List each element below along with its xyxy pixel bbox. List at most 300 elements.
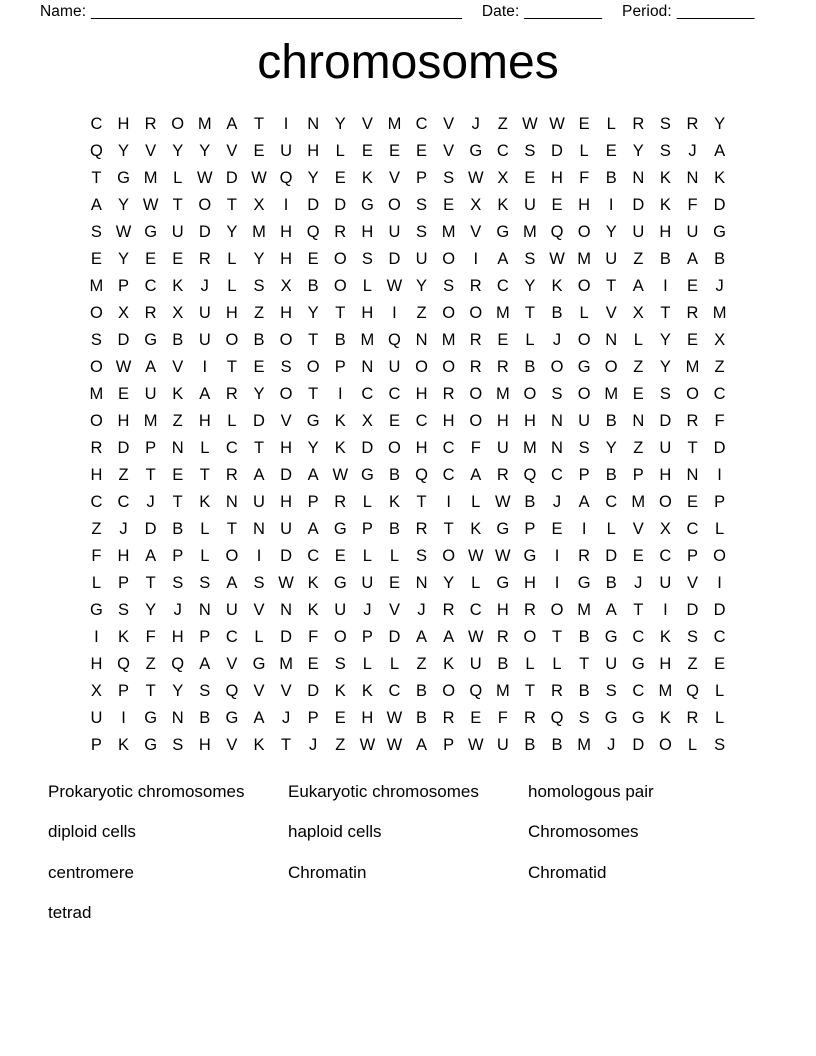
grid-cell: Y bbox=[632, 142, 644, 160]
grid-cell: A bbox=[443, 628, 455, 646]
grid-cell: C bbox=[307, 547, 320, 565]
grid-cell: O bbox=[90, 304, 103, 322]
grid-cell: Q bbox=[90, 142, 103, 160]
grid-cell: Z bbox=[687, 655, 698, 673]
grid-cell: B bbox=[172, 520, 184, 538]
grid-cell: T bbox=[524, 304, 535, 322]
grid-cell: L bbox=[389, 655, 400, 673]
grid-cell: L bbox=[552, 655, 562, 673]
grid-cell: H bbox=[198, 736, 211, 754]
word-list-item: centromere bbox=[48, 862, 134, 882]
grid-cell: N bbox=[198, 601, 211, 619]
grid-cell: K bbox=[118, 736, 130, 754]
grid-cell: H bbox=[659, 223, 672, 241]
grid-cell: G bbox=[144, 331, 158, 349]
grid-cell: B bbox=[524, 358, 536, 376]
grid-cell: D bbox=[280, 628, 293, 646]
grid-cell: B bbox=[524, 493, 536, 511]
grid-cell: I bbox=[554, 547, 560, 565]
grid-cell: Z bbox=[633, 439, 644, 457]
grid-cell: U bbox=[659, 574, 672, 592]
grid-cell: N bbox=[415, 331, 428, 349]
grid-cell: I bbox=[202, 358, 208, 376]
grid-cell: R bbox=[334, 223, 347, 241]
grid-cell: O bbox=[469, 304, 483, 322]
grid-cell: Y bbox=[172, 682, 184, 700]
grid-cell: T bbox=[226, 196, 237, 214]
grid-cell: C bbox=[144, 277, 157, 295]
grid-cell: T bbox=[551, 628, 563, 646]
grid-cell: H bbox=[280, 250, 293, 268]
grid-cell: N bbox=[307, 115, 320, 133]
grid-cell: G bbox=[604, 628, 618, 646]
grid-cell: T bbox=[633, 601, 644, 619]
grid-cell: C bbox=[496, 277, 509, 295]
grid-cell: L bbox=[714, 520, 725, 538]
grid-cell: R bbox=[225, 466, 238, 484]
grid-cell: H bbox=[90, 655, 103, 673]
grid-cell: F bbox=[687, 196, 698, 214]
date-blank-line: _________ bbox=[524, 3, 602, 20]
grid-cell: F bbox=[579, 169, 590, 187]
grid-cell: H bbox=[171, 628, 184, 646]
grid-cell: V bbox=[388, 601, 400, 619]
grid-cell: Z bbox=[91, 520, 102, 538]
grid-cell: R bbox=[496, 358, 509, 376]
grid-cell: P bbox=[307, 493, 319, 511]
grid-cell: G bbox=[631, 655, 645, 673]
grid-cell: R bbox=[442, 601, 455, 619]
grid-cell: A bbox=[686, 250, 698, 268]
grid-cell: H bbox=[198, 412, 211, 430]
grid-cell: U bbox=[90, 709, 103, 727]
grid-cell: Z bbox=[118, 466, 129, 484]
grid-cell: N bbox=[686, 466, 699, 484]
grid-cell: W bbox=[142, 196, 159, 214]
grid-cell: O bbox=[225, 547, 239, 565]
grid-cell: V bbox=[443, 115, 455, 133]
grid-cell: A bbox=[145, 358, 157, 376]
grid-cell: U bbox=[334, 601, 347, 619]
grid-cell: O bbox=[442, 250, 456, 268]
grid-cell: D bbox=[632, 196, 645, 214]
grid-cell: Z bbox=[253, 304, 265, 322]
grid-cell: B bbox=[714, 250, 726, 268]
grid-cell: Z bbox=[497, 115, 508, 133]
grid-cell: S bbox=[90, 331, 102, 349]
grid-row bbox=[83, 381, 733, 408]
grid-cell: W bbox=[386, 709, 403, 727]
grid-cell: B bbox=[524, 736, 536, 754]
grid-cell: C bbox=[415, 412, 428, 430]
grid-cell: Y bbox=[253, 250, 265, 268]
grid-cell: X bbox=[172, 304, 184, 322]
grid-cell: S bbox=[416, 223, 428, 241]
grid-cell: E bbox=[118, 385, 130, 403]
grid-cell: W bbox=[386, 277, 403, 295]
word-list-item: homologous pair bbox=[528, 782, 654, 801]
grid-cell: K bbox=[714, 169, 726, 187]
grid-cell: M bbox=[577, 736, 591, 754]
grid-cell: B bbox=[199, 709, 211, 727]
grid-cell: O bbox=[658, 493, 672, 511]
grid-cell: N bbox=[171, 439, 184, 457]
grid-row bbox=[83, 597, 733, 624]
grid-cell: S bbox=[443, 277, 455, 295]
grid-cell: Y bbox=[145, 601, 157, 619]
grid-cell: C bbox=[713, 385, 726, 403]
grid-cell: D bbox=[361, 439, 374, 457]
grid-cell: T bbox=[145, 466, 156, 484]
grid-cell: K bbox=[388, 493, 400, 511]
grid-cell: T bbox=[172, 196, 183, 214]
grid-cell: S bbox=[714, 736, 726, 754]
grid-cell: H bbox=[280, 493, 293, 511]
grid-cell: T bbox=[308, 331, 319, 349]
grid-cell: O bbox=[388, 439, 401, 457]
grid-cell: L bbox=[227, 412, 237, 430]
grid-cell: P bbox=[361, 520, 373, 538]
grid-cell: T bbox=[145, 682, 156, 700]
grid-cell: S bbox=[686, 628, 698, 646]
grid-cell: O bbox=[279, 331, 293, 349]
grid-cell: T bbox=[524, 682, 535, 700]
grid-cell: H bbox=[659, 466, 672, 484]
grid-cell: P bbox=[524, 520, 536, 538]
grid-cell: E bbox=[632, 385, 644, 403]
grid-cell: U bbox=[605, 655, 618, 673]
grid-cell: G bbox=[144, 736, 158, 754]
grid-cell: V bbox=[253, 601, 265, 619]
grid-cell: D bbox=[713, 601, 726, 619]
grid-cell: D bbox=[334, 196, 347, 214]
grid-cell: L bbox=[227, 277, 237, 295]
grid-cell: I bbox=[717, 574, 722, 592]
grid-cell: H bbox=[225, 304, 238, 322]
grid-cell: H bbox=[361, 709, 374, 727]
grid-cell: C bbox=[225, 439, 238, 457]
period-label: Period: bbox=[622, 3, 672, 20]
grid-cell: B bbox=[253, 331, 265, 349]
grid-cell: B bbox=[307, 277, 319, 295]
grid-cell: O bbox=[442, 304, 456, 322]
grid-cell: B bbox=[334, 331, 346, 349]
grid-cell: C bbox=[496, 142, 509, 160]
grid-cell: E bbox=[307, 250, 319, 268]
grid-cell: N bbox=[605, 331, 618, 349]
grid-cell: T bbox=[308, 385, 319, 403]
grid-row bbox=[83, 651, 733, 678]
grid-cell: U bbox=[523, 196, 536, 214]
grid-cell: R bbox=[686, 709, 699, 727]
grid-cell: X bbox=[361, 412, 373, 430]
grid-cell: E bbox=[443, 196, 455, 214]
period-blank-line: _________ bbox=[676, 3, 755, 20]
grid-cell: T bbox=[281, 736, 292, 754]
grid-cell: L bbox=[606, 115, 616, 133]
grid-cell: H bbox=[496, 601, 509, 619]
grid-cell: G bbox=[713, 223, 726, 241]
grid-cell: K bbox=[307, 574, 319, 592]
grid-cell: G bbox=[577, 574, 591, 592]
word-search-grid bbox=[83, 111, 733, 759]
grid-cell: P bbox=[632, 466, 644, 484]
grid-cell: A bbox=[470, 466, 482, 484]
grid-row bbox=[83, 489, 733, 516]
grid-cell: N bbox=[171, 709, 184, 727]
grid-row bbox=[83, 435, 733, 462]
grid-cell: M bbox=[577, 250, 591, 268]
grid-cell: S bbox=[172, 574, 184, 592]
grid-cell: L bbox=[173, 169, 183, 187]
grid-cell: D bbox=[117, 439, 130, 457]
grid-cell: O bbox=[577, 277, 591, 295]
grid-cell: T bbox=[91, 169, 102, 187]
grid-cell: Q bbox=[550, 709, 564, 727]
grid-cell: B bbox=[605, 574, 617, 592]
grid-cell: O bbox=[469, 412, 483, 430]
grid-cell: R bbox=[496, 466, 509, 484]
grid-cell: D bbox=[388, 250, 401, 268]
grid-cell: L bbox=[471, 574, 481, 592]
grid-cell: A bbox=[632, 277, 644, 295]
grid-cell: C bbox=[90, 493, 103, 511]
grid-cell: K bbox=[172, 277, 184, 295]
grid-cell: G bbox=[577, 358, 591, 376]
grid-cell: B bbox=[416, 709, 428, 727]
grid-cell: R bbox=[523, 601, 536, 619]
grid-cell: K bbox=[334, 682, 346, 700]
grid-cell: U bbox=[496, 736, 509, 754]
grid-cell: E bbox=[334, 169, 346, 187]
grid-cell: L bbox=[200, 547, 210, 565]
grid-cell: C bbox=[632, 682, 645, 700]
grid-cell: N bbox=[632, 169, 645, 187]
grid-row bbox=[83, 732, 733, 759]
word-list-item: diploid cells bbox=[48, 822, 136, 842]
grid-cell: R bbox=[551, 682, 563, 700]
grid-cell: O bbox=[306, 358, 320, 376]
grid-cell: R bbox=[334, 493, 347, 511]
grid-cell: C bbox=[551, 466, 563, 484]
grid-cell: R bbox=[469, 331, 482, 349]
grid-cell: L bbox=[606, 520, 616, 538]
grid-cell: S bbox=[659, 142, 671, 160]
date-field bbox=[482, 2, 602, 22]
grid-row bbox=[83, 516, 733, 543]
grid-cell: W bbox=[115, 358, 132, 376]
grid-cell: I bbox=[337, 385, 343, 403]
grid-cell: L bbox=[200, 439, 210, 457]
grid-cell: W bbox=[522, 115, 538, 133]
grid-cell: I bbox=[283, 196, 289, 214]
grid-cell: W bbox=[115, 223, 132, 241]
grid-cell: B bbox=[497, 655, 509, 673]
grid-cell: O bbox=[550, 358, 564, 376]
grid-cell: C bbox=[225, 628, 238, 646]
grid-cell: S bbox=[416, 547, 428, 565]
grid-cell: K bbox=[470, 520, 482, 538]
grid-cell: U bbox=[225, 601, 238, 619]
grid-cell: D bbox=[686, 601, 699, 619]
grid-cell: B bbox=[605, 169, 617, 187]
grid-cell: U bbox=[415, 250, 428, 268]
grid-cell: B bbox=[551, 304, 563, 322]
grid-cell: E bbox=[334, 709, 346, 727]
grid-cell: O bbox=[686, 385, 699, 403]
grid-cell: T bbox=[335, 304, 346, 322]
grid-cell: C bbox=[442, 439, 455, 457]
grid-cell: M bbox=[279, 655, 293, 673]
grid-cell: V bbox=[226, 736, 238, 754]
grid-cell: O bbox=[415, 358, 428, 376]
grid-cell: D bbox=[632, 736, 645, 754]
grid-cell: U bbox=[659, 439, 672, 457]
grid-cell: K bbox=[659, 709, 671, 727]
grid-cell: W bbox=[549, 250, 565, 268]
grid-cell: P bbox=[361, 628, 373, 646]
page-title: chromosomes bbox=[257, 36, 559, 89]
grid-cell: S bbox=[90, 223, 102, 241]
grid-cell: N bbox=[415, 574, 428, 592]
grid-cell: T bbox=[606, 277, 617, 295]
grid-row bbox=[83, 408, 733, 435]
grid-cell: O bbox=[333, 628, 347, 646]
grid-cell: I bbox=[554, 574, 560, 592]
grid-cell: R bbox=[523, 709, 536, 727]
grid-row bbox=[83, 678, 733, 705]
grid-cell: X bbox=[497, 169, 509, 187]
name-field bbox=[40, 2, 462, 22]
grid-cell: Y bbox=[118, 250, 130, 268]
grid-cell: I bbox=[446, 493, 451, 511]
grid-cell: J bbox=[309, 736, 318, 754]
grid-cell: R bbox=[686, 412, 699, 430]
grid-cell: P bbox=[416, 169, 428, 187]
grid-cell: F bbox=[714, 412, 725, 430]
grid-cell: Y bbox=[253, 385, 265, 403]
grid-cell: U bbox=[388, 223, 401, 241]
grid-cell: F bbox=[497, 709, 508, 727]
grid-cell: G bbox=[333, 574, 347, 592]
grid-cell: D bbox=[551, 142, 563, 160]
grid-cell: L bbox=[389, 547, 400, 565]
grid-cell: Q bbox=[225, 682, 239, 700]
grid-cell: K bbox=[659, 196, 671, 214]
grid-row bbox=[83, 354, 733, 381]
grid-cell: M bbox=[658, 682, 673, 700]
grid-cell: X bbox=[632, 304, 644, 322]
grid-cell: L bbox=[579, 142, 589, 160]
grid-cell: C bbox=[442, 466, 455, 484]
grid-cell: C bbox=[632, 628, 645, 646]
grid-cell: Y bbox=[659, 331, 671, 349]
grid-cell: L bbox=[362, 277, 372, 295]
word-list-item: tetrad bbox=[48, 903, 92, 923]
grid-cell: L bbox=[200, 520, 210, 538]
grid-cell: S bbox=[443, 169, 455, 187]
grid-cell: C bbox=[605, 493, 618, 511]
grid-cell: D bbox=[280, 547, 293, 565]
grid-cell: D bbox=[198, 223, 211, 241]
grid-cell: W bbox=[467, 736, 484, 754]
grid-cell: L bbox=[525, 331, 535, 349]
grid-cell: S bbox=[280, 358, 292, 376]
grid-cell: J bbox=[363, 601, 372, 619]
grid-cell: M bbox=[387, 115, 402, 133]
grid-cell: B bbox=[416, 682, 428, 700]
grid-cell: B bbox=[172, 331, 184, 349]
grid-cell: O bbox=[333, 277, 347, 295]
grid-cell: K bbox=[361, 682, 373, 700]
grid-cell: V bbox=[253, 682, 265, 700]
grid-cell: D bbox=[307, 196, 320, 214]
grid-cell: R bbox=[686, 115, 699, 133]
grid-cell: D bbox=[713, 439, 726, 457]
grid-cell: S bbox=[253, 277, 265, 295]
grid-cell: P bbox=[443, 736, 455, 754]
grid-cell: M bbox=[577, 601, 591, 619]
grid-cell: Y bbox=[118, 142, 130, 160]
grid-cell: R bbox=[469, 277, 482, 295]
grid-cell: Z bbox=[145, 655, 156, 673]
grid-cell: O bbox=[198, 196, 212, 214]
grid-cell: E bbox=[388, 574, 400, 592]
grid-cell: H bbox=[117, 115, 130, 133]
grid-row bbox=[83, 138, 733, 165]
grid-cell: O bbox=[388, 196, 401, 214]
grid-cell: F bbox=[91, 547, 102, 565]
grid-cell: P bbox=[334, 358, 346, 376]
grid-cell: G bbox=[360, 466, 374, 484]
grid-cell: P bbox=[118, 574, 130, 592]
grid-cell: Q bbox=[306, 223, 320, 241]
grid-cell: I bbox=[256, 547, 262, 565]
grid-cell: M bbox=[252, 223, 266, 241]
grid-cell: A bbox=[497, 250, 509, 268]
grid-cell: E bbox=[90, 250, 102, 268]
grid-cell: J bbox=[119, 520, 128, 538]
date-label: Date: bbox=[481, 3, 520, 20]
grid-cell: G bbox=[333, 520, 347, 538]
grid-cell: Q bbox=[523, 466, 537, 484]
grid-cell: E bbox=[686, 277, 698, 295]
grid-cell: H bbox=[442, 412, 455, 430]
grid-cell: T bbox=[253, 115, 265, 133]
grid-cell: H bbox=[90, 466, 103, 484]
grid-cell: V bbox=[226, 142, 238, 160]
grid-row bbox=[83, 246, 733, 273]
grid-cell: S bbox=[172, 736, 184, 754]
grid-cell: I bbox=[392, 304, 397, 322]
grid-cell: W bbox=[332, 466, 349, 484]
grid-cell: Z bbox=[714, 358, 725, 376]
grid-cell: G bbox=[225, 709, 239, 727]
grid-cell: T bbox=[443, 520, 454, 538]
grid-cell: U bbox=[280, 520, 293, 538]
grid-cell: T bbox=[199, 466, 210, 484]
grid-cell: O bbox=[577, 385, 591, 403]
grid-row bbox=[83, 165, 733, 192]
grid-cell: M bbox=[360, 331, 375, 349]
grid-cell: O bbox=[442, 358, 456, 376]
grid-cell: E bbox=[253, 358, 265, 376]
grid-row bbox=[83, 570, 733, 597]
grid-cell: R bbox=[198, 250, 211, 268]
grid-cell: K bbox=[551, 277, 563, 295]
grid-cell: N bbox=[361, 358, 374, 376]
grid-cell: C bbox=[117, 493, 130, 511]
